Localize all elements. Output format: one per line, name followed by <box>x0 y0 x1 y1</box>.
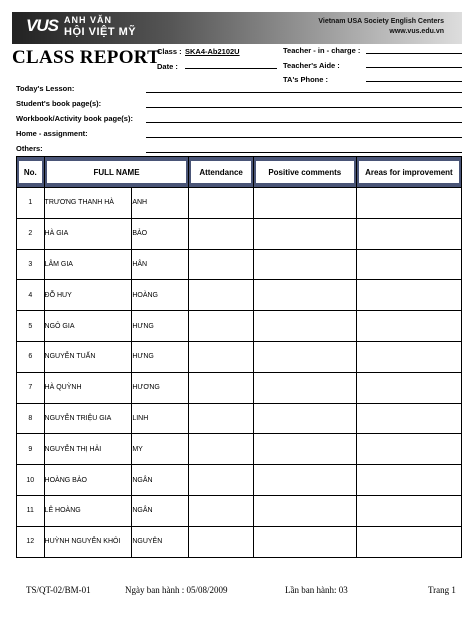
issue-date: Ngày ban hành : 05/08/2009 <box>125 585 228 595</box>
row-number: 4 <box>17 280 45 311</box>
header-areas-for-improvement: Areas for improvement <box>356 157 461 188</box>
positive-comments-cell[interactable] <box>253 465 356 496</box>
improvement-cell[interactable] <box>356 218 461 249</box>
table-row <box>17 403 462 434</box>
book-pages-label: Student's book page(s): <box>16 99 102 108</box>
student-family-name: HÀ QUỲNH <box>44 372 132 403</box>
student-family-name: NGÔ GIA <box>44 311 132 342</box>
positive-comments-cell[interactable] <box>253 495 356 526</box>
header-full-name: FULL NAME <box>44 157 189 188</box>
positive-comments-cell[interactable] <box>253 188 356 219</box>
others-field[interactable] <box>146 152 462 153</box>
attendance-cell[interactable] <box>189 465 253 496</box>
attendance-cell[interactable] <box>189 280 253 311</box>
row-number: 6 <box>17 341 45 372</box>
attendance-cell[interactable] <box>189 434 253 465</box>
student-given-name: HƯNG <box>132 341 189 372</box>
aide-field[interactable] <box>366 67 462 68</box>
positive-comments-cell[interactable] <box>253 311 356 342</box>
positive-comments-cell[interactable] <box>253 434 356 465</box>
student-given-name: HÂN <box>132 249 189 280</box>
student-given-name: HƯNG <box>132 311 189 342</box>
homework-field[interactable] <box>146 137 462 138</box>
organization-name: Vietnam USA Society English Centers <box>318 18 444 25</box>
form-code: TS/QT-02/BM-01 <box>26 585 91 595</box>
table-row <box>17 465 462 496</box>
logo-line-1: ANH VĂN <box>64 15 113 25</box>
table-row <box>17 311 462 342</box>
table-row <box>17 526 462 557</box>
teacher-label: Teacher - in - charge : <box>283 46 361 55</box>
ta-phone-field[interactable] <box>366 81 462 82</box>
aide-label: Teacher's Aide : <box>283 61 340 70</box>
student-family-name: TRƯƠNG THANH HÀ <box>44 188 132 219</box>
book-pages-field[interactable] <box>146 107 462 108</box>
row-number: 3 <box>17 249 45 280</box>
todays-lesson-label: Today's Lesson: <box>16 84 75 93</box>
date-label: Date : <box>157 62 178 71</box>
date-field[interactable] <box>185 68 277 69</box>
header-banner <box>12 12 462 44</box>
todays-lesson-field[interactable] <box>146 92 462 93</box>
table-row <box>17 434 462 465</box>
workbook-pages-label: Workbook/Activity book page(s): <box>16 114 133 123</box>
class-report-table <box>16 156 462 558</box>
row-number: 8 <box>17 403 45 434</box>
student-family-name: NGUYỄN THỊ HẢI <box>44 434 132 465</box>
improvement-cell[interactable] <box>356 311 461 342</box>
homework-label: Home - assignment: <box>16 129 88 138</box>
website-text: www.vus.edu.vn <box>389 28 444 35</box>
page-title: CLASS REPORT <box>12 47 161 68</box>
attendance-cell[interactable] <box>189 372 253 403</box>
class-label: Class : <box>157 47 182 56</box>
student-given-name: NGÂN <box>132 495 189 526</box>
header-positive-comments: Positive comments <box>253 157 356 188</box>
student-given-name: HƯƠNG <box>132 372 189 403</box>
row-number: 2 <box>17 218 45 249</box>
row-number: 1 <box>17 188 45 219</box>
row-number: 5 <box>17 311 45 342</box>
attendance-cell[interactable] <box>189 249 253 280</box>
student-family-name: NGUYỄN TUẤN <box>44 341 132 372</box>
student-given-name: NGUYÊN <box>132 526 189 557</box>
student-given-name: ANH <box>132 188 189 219</box>
positive-comments-cell[interactable] <box>253 341 356 372</box>
improvement-cell[interactable] <box>356 403 461 434</box>
student-given-name: LINH <box>132 403 189 434</box>
table-row <box>17 495 462 526</box>
workbook-pages-field[interactable] <box>146 122 462 123</box>
student-given-name: MY <box>132 434 189 465</box>
table-row <box>17 341 462 372</box>
improvement-cell[interactable] <box>356 341 461 372</box>
student-given-name: BẢO <box>132 218 189 249</box>
class-value: SKA4-Ab2102U <box>185 47 240 56</box>
header-no: No. <box>17 157 45 188</box>
attendance-cell[interactable] <box>189 311 253 342</box>
student-family-name: HOÀNG BẢO <box>44 465 132 496</box>
page-number: Trang 1 <box>428 585 456 595</box>
row-number: 12 <box>17 526 45 557</box>
student-family-name: LÊ HOÀNG <box>44 495 132 526</box>
attendance-cell[interactable] <box>189 495 253 526</box>
attendance-cell[interactable] <box>189 341 253 372</box>
positive-comments-cell[interactable] <box>253 372 356 403</box>
row-number: 10 <box>17 465 45 496</box>
improvement-cell[interactable] <box>356 526 461 557</box>
positive-comments-cell[interactable] <box>253 280 356 311</box>
student-given-name: HOÀNG <box>132 280 189 311</box>
revision: Lần ban hành: 03 <box>285 585 348 595</box>
improvement-cell[interactable] <box>356 495 461 526</box>
attendance-cell[interactable] <box>189 218 253 249</box>
logo-line-2: HỘI VIỆT MỸ <box>64 26 137 38</box>
attendance-cell[interactable] <box>189 526 253 557</box>
row-number: 11 <box>17 495 45 526</box>
row-number: 7 <box>17 372 45 403</box>
row-number: 9 <box>17 434 45 465</box>
student-family-name: LÂM GIA <box>44 249 132 280</box>
student-family-name: HÀ GIA <box>44 218 132 249</box>
table-row <box>17 372 462 403</box>
positive-comments-cell[interactable] <box>253 218 356 249</box>
table-row <box>17 188 462 219</box>
table-row <box>17 280 462 311</box>
student-family-name: HUỲNH NGUYỄN KHÔI <box>44 526 132 557</box>
others-label: Others: <box>16 144 43 153</box>
vus-logo: VUS <box>26 16 58 35</box>
improvement-cell[interactable] <box>356 372 461 403</box>
positive-comments-cell[interactable] <box>253 403 356 434</box>
student-family-name: ĐỖ HUY <box>44 280 132 311</box>
table-row <box>17 218 462 249</box>
improvement-cell[interactable] <box>356 465 461 496</box>
student-given-name: NGÂN <box>132 465 189 496</box>
table-row <box>17 249 462 280</box>
improvement-cell[interactable] <box>356 249 461 280</box>
ta-phone-label: TA's Phone : <box>283 75 328 84</box>
improvement-cell[interactable] <box>356 434 461 465</box>
positive-comments-cell[interactable] <box>253 249 356 280</box>
positive-comments-cell[interactable] <box>253 526 356 557</box>
improvement-cell[interactable] <box>356 188 461 219</box>
improvement-cell[interactable] <box>356 280 461 311</box>
attendance-cell[interactable] <box>189 403 253 434</box>
attendance-cell[interactable] <box>189 188 253 219</box>
table-header-row <box>17 157 462 188</box>
teacher-field[interactable] <box>366 53 462 54</box>
student-family-name: NGUYỄN TRIỆU GIA <box>44 403 132 434</box>
header-attendance: Attendance <box>189 157 253 188</box>
